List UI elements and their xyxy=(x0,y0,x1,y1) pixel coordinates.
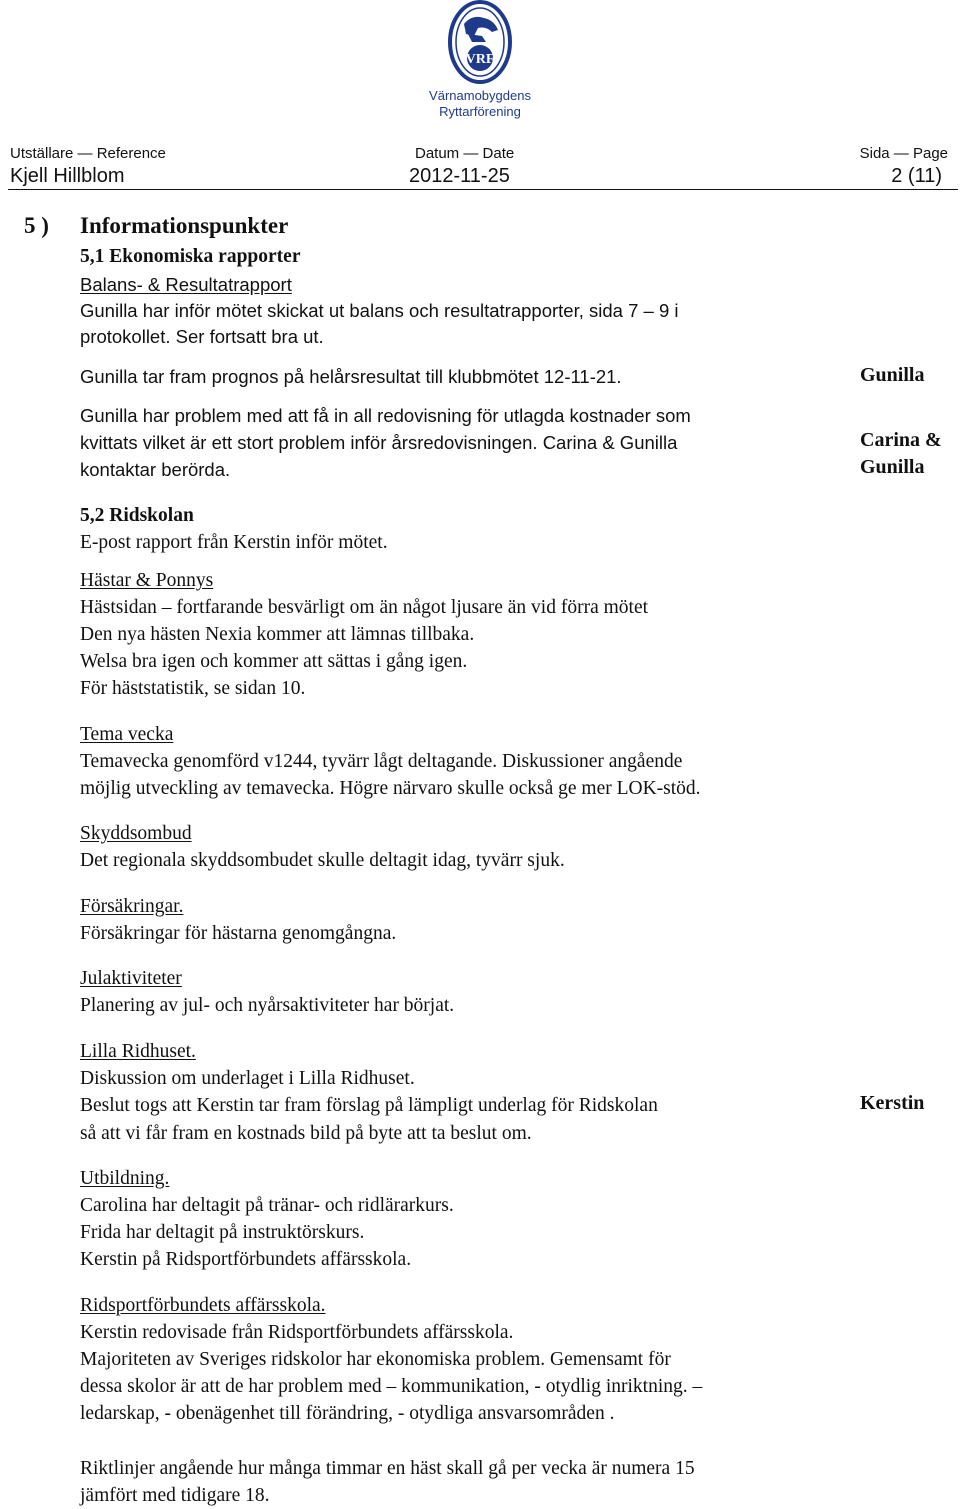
paragraph-line: Riktlinjer angående hur många timmar en häst skall gå per vecka är numera 15 xyxy=(80,1458,695,1479)
paragraph-line: Beslut togs att Kerstin tar fram förslag på lämpligt underlag för Ridskolan xyxy=(80,1095,658,1116)
paragraph-line: Hästsidan – fortfarande besvärligt om än något ljusare än vid förra mötet xyxy=(80,597,649,618)
paragraph-line: Majoriteten av Sveriges ridskolor har ekonomiska problem. Gemensamt för xyxy=(80,1349,671,1370)
paragraph-line: Carolina har deltagit på tränar- och ridlärarkurs. xyxy=(80,1195,454,1216)
logo-line1: Värnamobygdens xyxy=(429,88,531,103)
paragraph-line: Gunilla har problem med att få in all redovisning för utlagda kostnader som xyxy=(80,405,691,426)
paragraph-line: Gunilla har inför mötet skickat ut balans och resultatrapporter, sida 7 – 9 i xyxy=(80,300,679,321)
club-logo xyxy=(412,0,548,124)
section-number: 5 ) xyxy=(24,213,49,238)
paragraph-line: Kerstin redovisade från Ridsportförbundets affärsskola. xyxy=(80,1322,514,1343)
paragraph-line: För häststatistik, se sidan 10. xyxy=(80,678,306,699)
paragraph-line: Planering av jul- och nyårsaktiviteter har börjat. xyxy=(80,995,455,1016)
paragraph-line: kvittats vilket är ett stort problem inför årsredovisningen. Carina & Gunilla xyxy=(80,432,678,453)
topic-title: Julaktiviteter xyxy=(80,968,182,989)
logo-shield-icon xyxy=(450,2,510,82)
responsible-person: Kerstin xyxy=(860,1092,925,1114)
topic-title: Utbildning. xyxy=(80,1168,170,1189)
responsible-person: Gunilla xyxy=(860,364,925,386)
page-label: Sida — Page xyxy=(859,145,948,162)
topic-title: Hästar & Ponnys xyxy=(80,570,214,591)
topic-title: Lilla Ridhuset. xyxy=(80,1041,196,1062)
paragraph-line: Temavecka genomförd v1244, tyvärr lågt deltagande. Diskussioner angående xyxy=(80,751,683,772)
paragraph-line: Gunilla tar fram prognos på helårsresultat till klubbmötet 12-11-21. xyxy=(80,366,622,387)
topic-title: Skyddsombud xyxy=(80,823,192,844)
logo-monogram: VRF xyxy=(465,52,495,67)
paragraph-line: dessa skolor är att de har problem med – kommunikation, - otydlig inriktning. – xyxy=(80,1376,703,1397)
paragraph-line: protokollet. Ser fortsatt bra ut. xyxy=(80,326,324,347)
exhibitor-name: Kjell Hillblom xyxy=(10,165,125,187)
page-number: 2 (11) xyxy=(891,165,942,187)
paragraph-line: kontaktar berörda. xyxy=(80,459,231,480)
section-title: Informationspunkter xyxy=(80,213,289,238)
topic-title: Ridsportförbundets affärsskola. xyxy=(80,1295,326,1316)
paragraph-line: Frida har deltagit på instruktörskurs. xyxy=(80,1222,365,1243)
topic-title: Försäkringar. xyxy=(80,896,184,917)
paragraph-line: Försäkringar för hästarna genomgångna. xyxy=(80,923,397,944)
paragraph-line: möjlig utveckling av temavecka. Högre närvaro skulle också ge mer LOK-stöd. xyxy=(80,778,701,799)
responsible-person: Gunilla xyxy=(860,456,925,478)
paragraph-line: Det regionala skyddsombudet skulle deltagit idag, tyvärr sjuk. xyxy=(80,850,565,871)
meeting-date: 2012-11-25 xyxy=(409,165,510,187)
date-label: Datum — Date xyxy=(415,145,515,162)
paragraph-line: Welsa bra igen och kommer att sättas i gång igen. xyxy=(80,651,468,672)
paragraph-line: Kerstin på Ridsportförbundets affärsskola. xyxy=(80,1249,412,1270)
topic-title: Tema vecka xyxy=(80,724,174,745)
paragraph-line: Diskussion om underlaget i Lilla Ridhuset. xyxy=(80,1068,415,1089)
logo-line2: Ryttarförening xyxy=(439,104,521,119)
exhibitor-label: Utställare — Reference xyxy=(10,145,166,162)
paragraph-line: jämfört med tidigare 18. xyxy=(80,1485,270,1506)
responsible-person: Carina & xyxy=(860,429,942,451)
paragraph-line: ledarskap, - obenägenhet till förändring, - otydliga ansvarsområden . xyxy=(80,1403,615,1424)
header-divider xyxy=(8,189,958,190)
topic-title: Balans- & Resultatrapport xyxy=(80,274,292,295)
subsection-title: 5,2 Ridskolan xyxy=(80,505,194,526)
paragraph-line: E-post rapport från Kerstin inför mötet. xyxy=(80,532,388,553)
subsection-title: 5,1 Ekonomiska rapporter xyxy=(80,246,301,267)
paragraph-line: Den nya hästen Nexia kommer att lämnas tillbaka. xyxy=(80,624,475,645)
paragraph-line: så att vi får fram en kostnads bild på byte att ta beslut om. xyxy=(80,1123,532,1144)
